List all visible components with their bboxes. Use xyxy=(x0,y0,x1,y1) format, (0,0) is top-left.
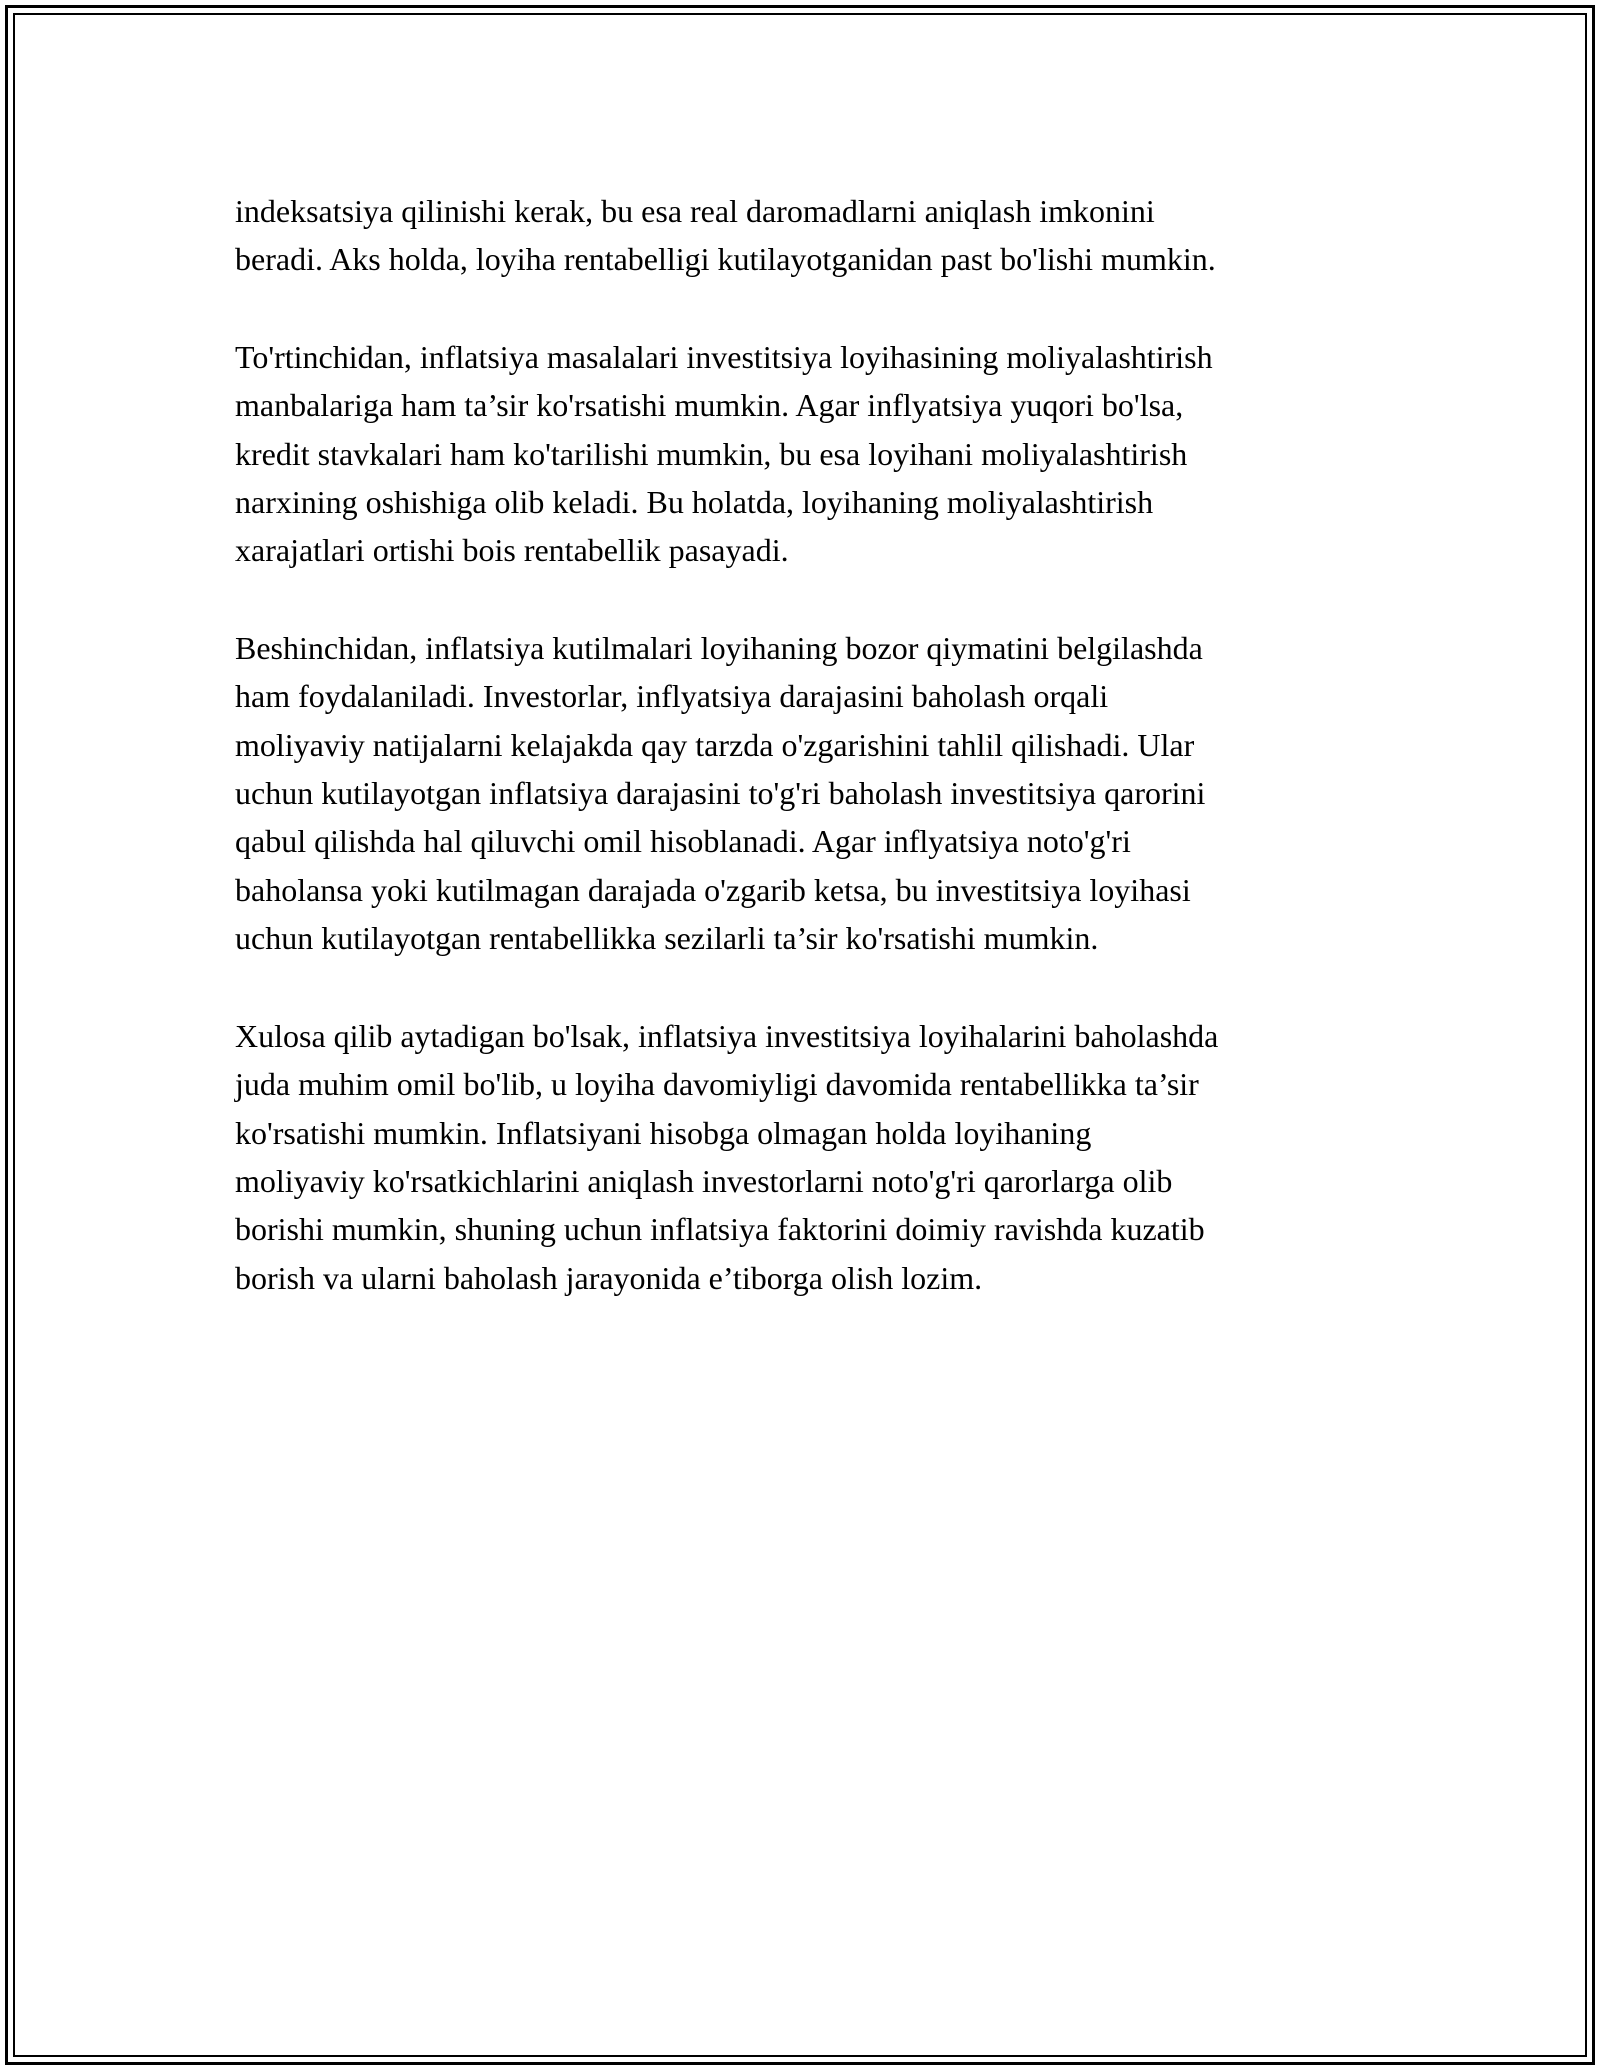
text-line: indeksatsiya qilinishi kerak, bu esa real daromadlarni aniqlash imkonini xyxy=(235,193,1155,229)
text-line: uchun kutilayotgan rentabellikka sezilarli ta’sir ko'rsatishi mumkin. xyxy=(235,920,1099,957)
paragraph-1 xyxy=(235,187,1370,284)
paragraph-2 xyxy=(235,333,1370,575)
text-line: moliyaviy natijalarni kelajakda qay tarzda o'zgarishini tahlil qilishadi. Ular xyxy=(235,726,1195,763)
text-line: kredit stavkalari ham ko'tarilishi mumkin, bu esa loyihani moliyalashtirish xyxy=(235,435,1188,472)
text-line: Xulosa qilib aytadigan bo'lsak, inflatsiya investitsiya loyihalarini baholashda xyxy=(235,1017,1219,1054)
text-line: baholansa yoki kutilmagan darajada o'zgarib ketsa, bu investitsiya loyihasi xyxy=(235,871,1191,908)
text-line: borish va ularni baholash jarayonida e’tiborga olish lozim. xyxy=(235,1259,983,1296)
text-line: To'rtinchidan, inflatsiya masalalari investitsiya loyihasining moliyalashtirish xyxy=(235,338,1213,375)
text-line: ko'rsatishi mumkin. Inflatsiyani hisobga olmagan holda loyihaning xyxy=(235,1114,1092,1151)
text-line: moliyaviy ko'rsatkichlarini aniqlash investorlarni noto'g'ri qarorlarga olib xyxy=(235,1162,1173,1199)
text-line: manbalariga ham ta’sir ko'rsatishi mumkin. Agar inflyatsiya yuqori bo'lsa, xyxy=(235,387,1184,424)
text-line: ham foydalaniladi. Investorlar, inflyatsiya darajasini baholash orqali xyxy=(235,678,1109,715)
text-line: narxining oshishiga olib keladi. Bu holatda, loyihaning moliyalashtirish xyxy=(235,484,1154,521)
text-line: Beshinchidan, inflatsiya kutilmalari loyihaning bozor qiymatini belgilashda xyxy=(235,629,1203,666)
text-line: juda muhim omil bo'lib, u loyiha davomiyligi davomida rentabellikka ta’sir xyxy=(235,1066,1199,1103)
text-line: borishi mumkin, shuning uchun inflatsiya faktorini doimiy ravishda kuzatib xyxy=(235,1211,1205,1248)
text-line: qabul qilishda hal qiluvchi omil hisoblanadi. Agar inflyatsiya noto'g'ri xyxy=(235,823,1131,860)
paragraph-4 xyxy=(235,1012,1370,1302)
text-line: beradi. Aks holda, loyiha rentabelligi kutilayotganidan past bo'lishi mumkin. xyxy=(235,241,1216,278)
text-line: uchun kutilayotgan inflatsiya darajasini to'g'ri baholash investitsiya qarorini xyxy=(235,775,1206,812)
paragraph-3 xyxy=(235,624,1370,963)
document-body xyxy=(235,187,1370,1351)
text-line: xarajatlari ortishi bois rentabellik pasayadi. xyxy=(235,532,789,569)
